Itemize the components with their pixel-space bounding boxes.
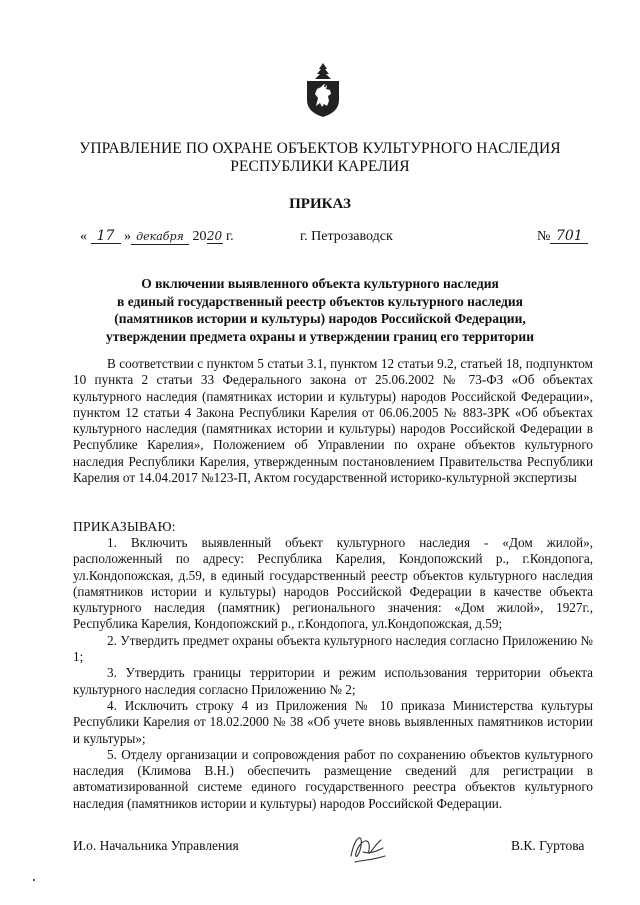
date-month: декабря — [131, 230, 189, 245]
subject-line2: в единый государственный реестр объектов культурного наследия — [117, 293, 523, 309]
date-year-suffix: 20 — [206, 229, 223, 243]
subject-line1: О включении выявленного объекта культурного наследия — [141, 276, 499, 291]
document-type-title: ПРИКАЗ — [289, 196, 351, 212]
order-item-5: 5. Отделу организации и сопровождения работ по сохранению объектов культурного наследия (Климова В.Н.) обеспечить размещение сведений для регистрации в автоматизированной системе единого государственного реестра объектов культурного наследия (памятников истории и культуры) народов Российской Федерации. — [73, 746, 593, 811]
subject-line3: (памятников истории и культуры) народов Российской Федерации, — [114, 311, 526, 326]
number-label: № — [537, 229, 551, 244]
date-open-quote: « — [80, 229, 87, 244]
scan-dot — [33, 879, 35, 881]
order-item-1: 1. Включить выявленный объект культурного наследия - «Дом жилой», расположенный по адресу: Республика Карелия, Кондопожский р., г.Кондопога, ул.Кондопожская, д.59, в единый государственный реестр объектов культурного наследия (памятников истории и культуры) народов Российской Федерации в качестве объекта культурного наследия (памятник) регионального значения: «Дом жилой», 1927г., Республика Карелия, Кондопожский р., г.Кондопога, ул.Кондопожская, д.59; — [73, 535, 593, 632]
order-date — [80, 229, 234, 245]
order-subject — [70, 275, 570, 345]
coat-of-arms-icon — [302, 62, 344, 118]
order-word: ПРИКАЗЫВАЮ: — [73, 519, 176, 534]
handwritten-signature-icon — [345, 826, 389, 866]
order-city: г. Петрозаводск — [300, 229, 393, 244]
order-items — [73, 535, 593, 812]
date-day: 17 — [91, 229, 121, 244]
order-number — [537, 229, 588, 245]
date-close-quote: » — [124, 229, 131, 244]
subject-line4: утверждении предмета охраны и утверждении границ его территории — [106, 328, 534, 344]
number-value: 701 — [550, 229, 588, 244]
date-year-prefix: 20 — [192, 229, 207, 244]
order-item-3: 3. Утвердить границы территории и режим использования территории объекта культурного наследия согласно Приложению № 2; — [73, 665, 593, 697]
org-name-line2: РЕСПУБЛИКИ КАРЕЛИЯ — [230, 158, 410, 175]
org-name-line1: УПРАВЛЕНИЕ ПО ОХРАНЕ ОБЪЕКТОВ КУЛЬТУРНОГО НАСЛЕДИЯ — [79, 140, 561, 157]
signatory-position: И.о. Начальника Управления — [73, 838, 239, 853]
signatory-name: В.К. Гуртова — [511, 838, 585, 853]
preamble-text: В соответствии с пунктом 5 статьи 3.1, пунктом 12 статьи 9.2, статьей 18, подпунктом 10 пункта 2 статьи 33 Федерального закона от 25.06.2002 № 73-ФЗ «Об объектах культурного наследия (памятниках истории и культуры) народов Российской Федерации», пунктом 12 статьи 4 Закона Республики Карелия от 06.06.2005 № 883-ЗРК «Об объектах культурного наследия (памятниках истории и культуры) народов Российской Федерации в Республике Карелия», Положением об Управлении по охране объектов культурного наследия Республики Карелия, утвержденным постановлением Правительства Республики Карелия от 14.04.2017 №123-П, Актом государственной историко-культурной экспертизы — [73, 356, 593, 486]
preamble — [73, 356, 593, 486]
order-item-4: 4. Исключить строку 4 из Приложения № 10 приказа Министерства культуры Республики Карелия от 18.02.2000 № 38 «Об учете вновь выявленных памятников истории и культуры»; — [73, 697, 593, 746]
date-year-unit: г. — [226, 229, 234, 244]
order-item-2: 2. Утвердить предмет охраны объекта культурного наследия согласно Приложению № 1; — [73, 632, 593, 665]
